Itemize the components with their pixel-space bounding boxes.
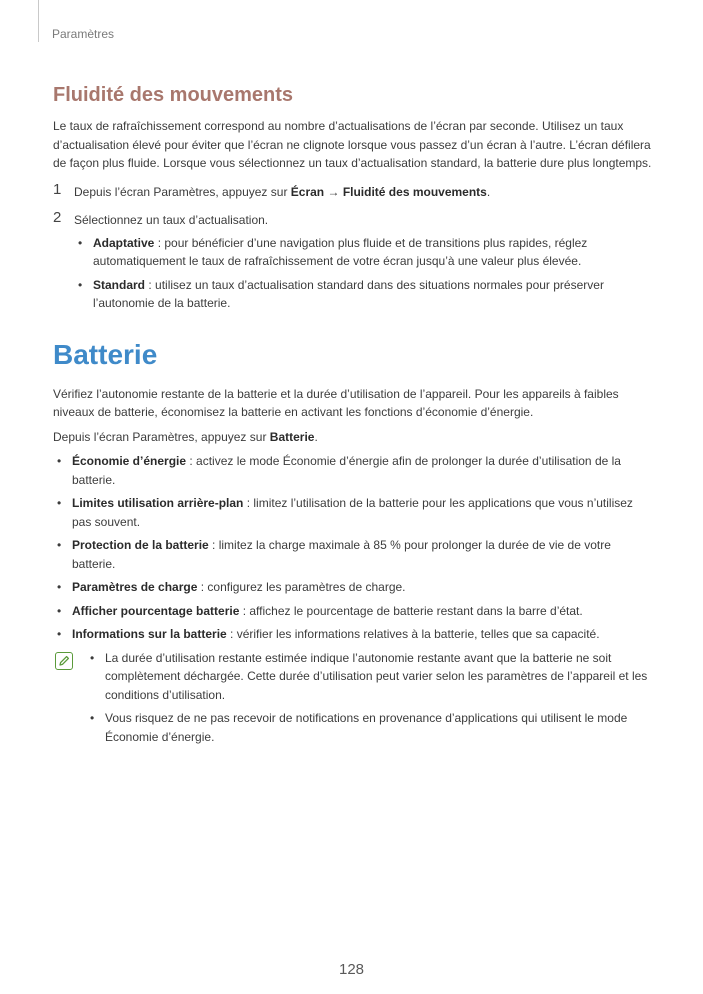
refresh-rate-options: [74, 234, 653, 313]
battery-intro: Vérifiez l’autonomie restante de la batterie et la durée d’utilisation de l’appareil. Pour les appareils à faibles niveaux de batterie, économisez la batterie en activant les fonctions d’économie d’énergie.: [53, 386, 619, 419]
step-text: Sélectionnez un taux d’actualisation.: [74, 213, 269, 227]
path-term: Batterie: [269, 429, 315, 444]
list-item: [53, 452, 653, 489]
item-term: Adaptative: [93, 235, 155, 250]
header-rule: [38, 0, 39, 42]
arrow-text: →: [324, 184, 343, 199]
note-item: • Vous risquez de ne pas recevoir de notifications en provenance d’applications qui utilisent le mode Économie d’énergie.: [86, 709, 653, 746]
list-item: [53, 536, 653, 573]
section-title: Batterie: [53, 338, 158, 370]
running-header: Paramètres: [52, 27, 115, 41]
step-text: Depuis l’écran Paramètres, appuyez sur: [74, 184, 291, 199]
step-term: Écran: [290, 184, 325, 199]
list-item: [74, 276, 653, 313]
step-2: [53, 211, 653, 313]
step-number: 2: [53, 209, 62, 226]
fluidity-heading: Fluidité des mouvements: [53, 84, 294, 106]
step-term: Fluidité des mouvements: [342, 184, 487, 199]
list-item: [53, 578, 653, 597]
fluidity-intro: Le taux de rafraîchissement correspond au nombre d’actualisations de l’écran par seconde. Utilisez un taux d’actualisation élevé pour éviter que l’écran ne clignote lorsque vous passez d’un écran à l’autre. L’écran défilera de façon plus fluide. Lorsque vous sélectionnez un taux d’actualisation standard, la batterie dure plus longtemps.: [53, 119, 652, 170]
item-desc: : activez le mode Économie d’énergie afin de prolonger la durée d’utilisation de la batterie.: [72, 454, 621, 487]
item-desc: : utilisez un taux d’actualisation standard dans des situations normales pour préserver l’autonomie de la batterie.: [93, 277, 604, 310]
list-item: [53, 625, 653, 644]
path-text: .: [314, 429, 318, 444]
note-pencil-icon: [55, 652, 73, 670]
list-item: [53, 494, 653, 531]
step-1: [53, 180, 653, 202]
item-term: Limites utilisation arrière-plan: [72, 496, 244, 510]
item-term: Standard: [93, 277, 146, 292]
item-desc: : pour bénéficier d’une navigation plus fluide et de transitions plus rapides, réglez automatiquement le taux de rafraîchissement de votre écran jusqu’à une valeur plus élevée.: [93, 235, 588, 268]
path-text: Depuis l’écran Paramètres, appuyez sur: [53, 429, 270, 444]
list-item: [53, 602, 653, 621]
page-content: [53, 82, 653, 751]
item-term: Informations sur la batterie: [72, 627, 227, 641]
battery-path: [53, 428, 653, 447]
note-list: [86, 649, 653, 747]
pencil-icon: [57, 654, 71, 668]
item-term: Afficher pourcentage batterie: [72, 603, 240, 618]
item-desc: : affichez le pourcentage de batterie restant dans la barre d’état.: [239, 603, 583, 618]
item-desc: : vérifier les informations relatives à la batterie, telles que sa capacité.: [226, 627, 600, 641]
note-box: [53, 649, 653, 747]
item-desc: : limitez la charge maximale à 85 % pour prolonger la durée de vie de votre batterie.: [72, 538, 611, 571]
item-desc: : limitez l’utilisation de la batterie pour les applications que vous n’utilisez pas souvent.: [72, 496, 633, 529]
list-item: [74, 234, 653, 271]
battery-options: [53, 452, 653, 644]
step-number: 1: [53, 180, 62, 198]
item-term: Paramètres de charge: [72, 580, 198, 594]
item-term: Protection de la batterie: [72, 538, 209, 552]
note-item: • La durée d’utilisation restante estimée indique l’autonomie restante avant que la batterie ne soit complètement déchargée. Cette durée d’utilisation peut varier selon les paramètres de l’appareil et les conditions d’utilisation.: [86, 649, 653, 705]
item-term: Économie d’énergie: [72, 454, 187, 468]
page-number: 128: [338, 961, 365, 978]
step-text: .: [486, 184, 491, 199]
item-desc: : configurez les paramètres de charge.: [197, 580, 406, 594]
